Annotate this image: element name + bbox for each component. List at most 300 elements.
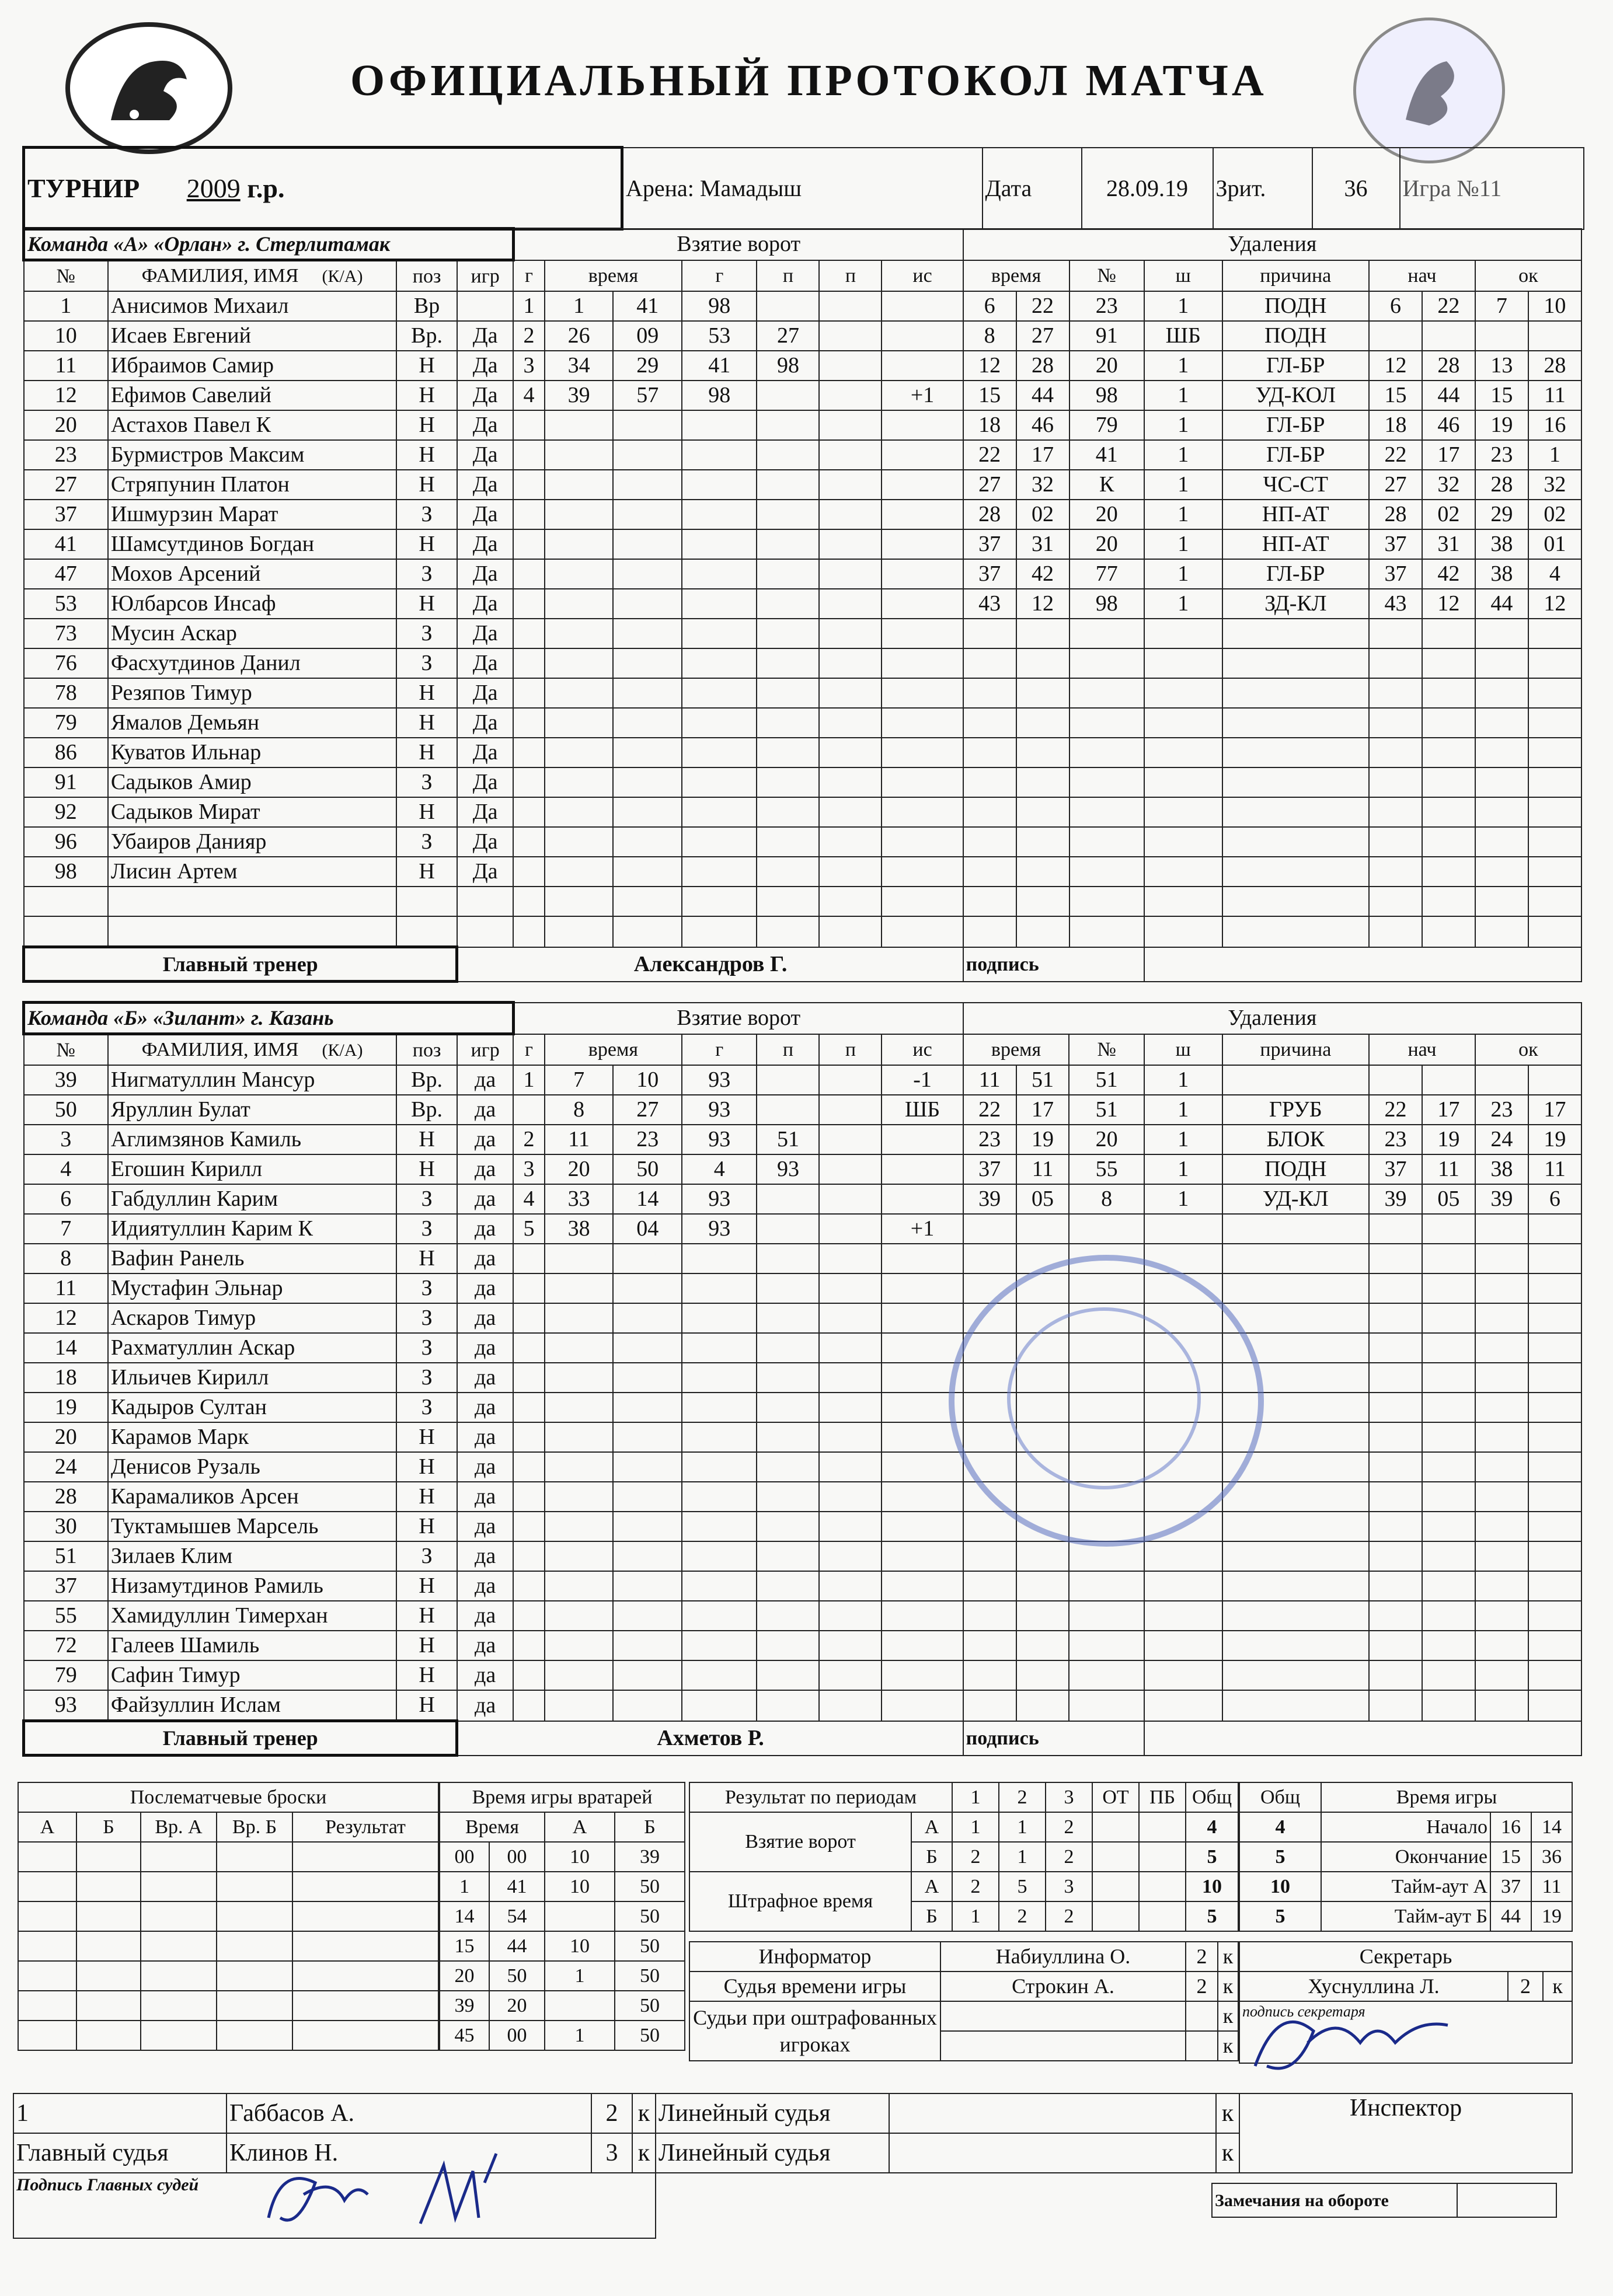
penalty-min	[963, 797, 1016, 827]
goal-min	[545, 410, 614, 440]
player-position: З	[396, 1273, 457, 1303]
player-name: Зилаев Клим	[108, 1541, 396, 1571]
player-name: Садыков Амир	[108, 767, 396, 797]
penalty-min: 27	[963, 470, 1016, 500]
period-value: 2	[999, 1901, 1046, 1931]
header-time: время	[545, 1034, 682, 1066]
goal-scorer	[682, 619, 757, 648]
penalty-min: 8	[963, 321, 1016, 351]
goal-assist-1	[757, 1631, 819, 1660]
penalty-end-sec	[1528, 708, 1581, 738]
player-name: Ишмурзин Марат	[108, 500, 396, 529]
player-played: да	[457, 1512, 513, 1541]
shootout-cell	[141, 1842, 217, 1872]
penalty-end-sec: 16	[1528, 410, 1581, 440]
goal-sec	[613, 1363, 682, 1393]
player-number: 30	[24, 1512, 108, 1541]
goal-assist-1: 51	[757, 1125, 819, 1154]
goal-sec	[613, 440, 682, 470]
goalie-time-table	[439, 1782, 685, 2051]
period-value	[1139, 1842, 1186, 1872]
goal-number	[513, 1244, 544, 1273]
goal-assist-1	[757, 648, 819, 678]
goal-number	[513, 559, 544, 589]
penalty-minutes	[1144, 1541, 1222, 1571]
goal-situation	[882, 1303, 963, 1333]
penalty-start-min	[1369, 1512, 1422, 1541]
player-row	[24, 1690, 1582, 1721]
player-row	[24, 1393, 1582, 1422]
penalty-end-sec	[1528, 887, 1581, 916]
goal-scorer	[682, 1601, 757, 1631]
goal-number	[513, 440, 544, 470]
coach-name: Александров Г.	[457, 947, 963, 982]
goal-sec: 14	[613, 1184, 682, 1214]
goal-min	[545, 797, 614, 827]
penalty-player	[1069, 1571, 1144, 1601]
player-position: Н	[396, 1125, 457, 1154]
chief-referee-label: Главный судья	[13, 2133, 227, 2173]
player-name: Астахов Павел К	[108, 410, 396, 440]
player-position: Н	[396, 708, 457, 738]
goal-min	[545, 1631, 614, 1660]
goal-situation	[882, 887, 963, 916]
player-played: Да	[457, 351, 513, 381]
penalty-end-sec	[1528, 1214, 1581, 1244]
header-pos: поз	[396, 1034, 457, 1066]
goal-assist-2	[819, 1244, 882, 1273]
penalty-start-min	[1369, 797, 1422, 827]
goal-min	[545, 470, 614, 500]
player-number: 14	[24, 1333, 108, 1363]
goal-assist-1	[757, 708, 819, 738]
player-position: Н	[396, 381, 457, 410]
penalty-end-min	[1475, 1601, 1528, 1631]
header-p2: п	[819, 260, 882, 292]
player-name: Юлбарсов Инсаф	[108, 589, 396, 619]
player-played: да	[457, 1363, 513, 1393]
player-position: Н	[396, 410, 457, 440]
penalty-start-min: 15	[1369, 381, 1422, 410]
goal-min	[545, 1452, 614, 1482]
penalty-min	[963, 857, 1016, 887]
goal-sec	[613, 589, 682, 619]
goal-scorer	[682, 1333, 757, 1363]
goal-situation: -1	[882, 1065, 963, 1095]
penalty-end-min	[1475, 916, 1528, 947]
goal-assist-1	[757, 1363, 819, 1393]
goal-assist-1	[757, 1571, 819, 1601]
player-row	[24, 1154, 1582, 1184]
penalty-end-min: 38	[1475, 529, 1528, 559]
penalty-minutes: 1	[1144, 529, 1222, 559]
shootout-cell	[141, 1961, 217, 1991]
goal-scorer: 93	[682, 1065, 757, 1095]
player-position: З	[396, 559, 457, 589]
player-row	[24, 1601, 1582, 1631]
goal-situation	[882, 1154, 963, 1184]
linesmen-table	[655, 2093, 1573, 2173]
penalty-start-min	[1369, 887, 1422, 916]
player-number: 50	[24, 1095, 108, 1125]
goal-situation	[882, 1541, 963, 1571]
goal-sec: 29	[613, 351, 682, 381]
penalty-end-min: 19	[1475, 410, 1528, 440]
referee-1-number: 1	[13, 2093, 227, 2133]
goal-min	[545, 500, 614, 529]
penalty-start-sec	[1422, 648, 1475, 678]
goal-situation	[882, 648, 963, 678]
header-g: г	[513, 1034, 544, 1066]
penalty-end-min	[1475, 708, 1528, 738]
penalty-start-sec	[1422, 797, 1475, 827]
penalty-sec	[1016, 827, 1069, 857]
penalty-start-min: 37	[1369, 559, 1422, 589]
goalie-sec: 44	[489, 1931, 545, 1961]
pim-label: Штрафное время	[689, 1872, 911, 1931]
goal-number: 4	[513, 1184, 544, 1214]
goal-assist-2	[819, 1214, 882, 1244]
penalty-reason	[1222, 797, 1369, 827]
player-name: Убаиров Данияр	[108, 827, 396, 857]
penalty-min: 18	[963, 410, 1016, 440]
goal-situation	[882, 1125, 963, 1154]
penalty-sec: 42	[1016, 559, 1069, 589]
goalie-sec: 54	[489, 1901, 545, 1931]
goal-assist-2	[819, 887, 882, 916]
penalty-minutes	[1144, 1601, 1222, 1631]
goal-scorer	[682, 916, 757, 947]
player-played: Да	[457, 738, 513, 767]
goal-scorer	[682, 500, 757, 529]
player-position: Н	[396, 1571, 457, 1601]
goal-number	[513, 1303, 544, 1333]
penalty-player	[1069, 1660, 1144, 1690]
penalty-start-sec	[1422, 1541, 1475, 1571]
period-team-letter: А	[911, 1872, 952, 1901]
penalty-minutes: 1	[1144, 470, 1222, 500]
penalty-reason	[1222, 916, 1369, 947]
goalie-a	[545, 1991, 615, 2021]
coach-label: Главный тренер	[24, 1721, 457, 1756]
goal-scorer	[682, 1631, 757, 1660]
goal-number	[513, 678, 544, 708]
player-number: 55	[24, 1601, 108, 1631]
penalty-reason	[1222, 738, 1369, 767]
penalty-min	[963, 1631, 1016, 1660]
penalty-start-sec	[1422, 1422, 1475, 1452]
header-table	[22, 146, 1584, 231]
goal-assist-2	[819, 857, 882, 887]
penalty-end-min	[1475, 1482, 1528, 1512]
goal-assist-2	[819, 1363, 882, 1393]
penalty-min	[963, 1512, 1016, 1541]
penalty-end-min	[1475, 1660, 1528, 1690]
goal-number	[513, 1452, 544, 1482]
player-played: да	[457, 1660, 513, 1690]
penalty-reason	[1222, 1244, 1369, 1273]
player-row	[24, 351, 1582, 381]
goal-assist-2	[819, 440, 882, 470]
penalty-end-min: 28	[1475, 470, 1528, 500]
goal-situation	[882, 1333, 963, 1363]
game-time-min: 14	[1531, 1812, 1572, 1842]
goal-assist-1	[757, 857, 819, 887]
penalty-end-sec	[1528, 1303, 1581, 1333]
goal-assist-1	[757, 1214, 819, 1244]
player-row	[24, 381, 1582, 410]
player-row	[24, 1363, 1582, 1393]
shootout-cell	[217, 1931, 292, 1961]
penalty-start-min: 37	[1369, 529, 1422, 559]
player-position: З	[396, 500, 457, 529]
penalty-end-sec	[1528, 1452, 1581, 1482]
goal-min: 39	[545, 381, 614, 410]
goal-number: 2	[513, 1125, 544, 1154]
goal-sec	[613, 767, 682, 797]
player-number	[24, 887, 108, 916]
penalty-end-min	[1475, 619, 1528, 648]
goal-assist-1	[757, 1273, 819, 1303]
goal-assist-2	[819, 1393, 882, 1422]
penalty-start-sec: 44	[1422, 381, 1475, 410]
penalty-start-min	[1369, 708, 1422, 738]
total-value: 5	[1239, 1842, 1321, 1872]
penalty-start-min: 43	[1369, 589, 1422, 619]
penalty-end-min: 23	[1475, 440, 1528, 470]
goal-scorer	[682, 1541, 757, 1571]
player-number: 91	[24, 767, 108, 797]
player-number: 73	[24, 619, 108, 648]
goal-number	[513, 619, 544, 648]
penalty-min: 39	[963, 1184, 1016, 1214]
player-number: 51	[24, 1541, 108, 1571]
goal-assist-2	[819, 351, 882, 381]
penalty-minutes: 1	[1144, 1154, 1222, 1184]
goal-scorer	[682, 1690, 757, 1721]
penalty-end-sec: 10	[1528, 291, 1581, 321]
penalty-reason: ЗД-КЛ	[1222, 589, 1369, 619]
penalty-reason	[1222, 708, 1369, 738]
goal-situation	[882, 1690, 963, 1721]
header-pen-num: №	[1069, 1034, 1144, 1066]
player-played: Да	[457, 619, 513, 648]
goal-min: 33	[545, 1184, 614, 1214]
period-value: 3	[1046, 1872, 1092, 1901]
goal-number: 3	[513, 351, 544, 381]
penalty-end-sec: 32	[1528, 470, 1581, 500]
remarks-table	[1211, 2183, 1557, 2218]
penalty-player: 77	[1069, 559, 1144, 589]
goal-assist-2	[819, 381, 882, 410]
goal-scorer	[682, 1303, 757, 1333]
period-value	[1092, 1872, 1139, 1901]
penalty-end-min: 39	[1475, 1184, 1528, 1214]
goal-assist-1	[757, 916, 819, 947]
period-team-letter: А	[911, 1812, 952, 1842]
goal-number	[513, 1631, 544, 1660]
penalty-end-min	[1475, 1690, 1528, 1721]
goal-assist-1	[757, 1393, 819, 1422]
goalie-a: 10	[545, 1842, 615, 1872]
player-position: З	[396, 1363, 457, 1393]
inspector-label: Инспектор	[1239, 2093, 1572, 2173]
goal-situation	[882, 1184, 963, 1214]
penalty-sec	[1016, 797, 1069, 827]
penalty-end-sec	[1528, 1690, 1581, 1721]
penalty-reason: ГЛ-БР	[1222, 351, 1369, 381]
goal-assist-2	[819, 1422, 882, 1452]
player-number: 72	[24, 1631, 108, 1660]
penalty-start-sec	[1422, 857, 1475, 887]
penalty-end-sec	[1528, 857, 1581, 887]
goal-sec	[613, 916, 682, 947]
team-title: Команда «А» «Орлан» г. Стерлитамак	[24, 229, 514, 260]
header-end: ок	[1475, 1034, 1581, 1066]
player-position: Н	[396, 351, 457, 381]
goal-assist-1	[757, 887, 819, 916]
goal-sec	[613, 1244, 682, 1273]
goal-situation: +1	[882, 1214, 963, 1244]
player-position: З	[396, 648, 457, 678]
player-number: 11	[24, 351, 108, 381]
player-position: Н	[396, 1631, 457, 1660]
goal-situation	[882, 500, 963, 529]
goalie-sec: 50	[489, 1961, 545, 1991]
goal-assist-2	[819, 291, 882, 321]
referees-signature-label: Подпись Главных судей	[16, 2175, 199, 2194]
goal-number	[513, 767, 544, 797]
penalties-header: Удаления	[963, 229, 1581, 260]
coach-label: Главный тренер	[24, 947, 457, 982]
game-time-hour: 37	[1490, 1872, 1531, 1901]
penalty-end-min	[1475, 1571, 1528, 1601]
penalty-reason	[1222, 1690, 1369, 1721]
player-played: да	[457, 1125, 513, 1154]
shootout-col-header: А	[18, 1812, 76, 1842]
player-number: 3	[24, 1125, 108, 1154]
goal-min	[545, 648, 614, 678]
player-played	[457, 887, 513, 916]
penalty-sec: 17	[1016, 440, 1069, 470]
player-played: да	[457, 1452, 513, 1482]
penalty-min	[963, 738, 1016, 767]
player-played: да	[457, 1154, 513, 1184]
goal-sec	[613, 470, 682, 500]
shootout-cell	[18, 1842, 76, 1872]
goal-assist-2	[819, 738, 882, 767]
goalie-a: 10	[545, 1872, 615, 1901]
penalty-end-sec	[1528, 648, 1581, 678]
goalie-min: 00	[440, 1842, 489, 1872]
penalty-end-sec	[1528, 916, 1581, 947]
total-value: 10	[1239, 1872, 1321, 1901]
penalty-reason	[1222, 1214, 1369, 1244]
penalty-min	[963, 648, 1016, 678]
coach-signature	[1144, 947, 1581, 982]
penalty-player	[1069, 708, 1144, 738]
goalie-time-row	[440, 1991, 685, 2021]
player-name: Мустафин Эльнар	[108, 1273, 396, 1303]
penalty-min	[963, 678, 1016, 708]
player-name: Исаев Евгений	[108, 321, 396, 351]
goal-min: 8	[545, 1095, 614, 1125]
goal-number	[513, 529, 544, 559]
goal-assist-2	[819, 1125, 882, 1154]
penalty-start-sec: 31	[1422, 529, 1475, 559]
player-row	[24, 857, 1582, 887]
player-number: 20	[24, 410, 108, 440]
goal-number	[513, 648, 544, 678]
goal-assist-2	[819, 827, 882, 857]
header-p: п	[757, 260, 819, 292]
player-row	[24, 1422, 1582, 1452]
penalty-reason	[1222, 1065, 1369, 1095]
penalty-start-min	[1369, 857, 1422, 887]
game-time-min: 11	[1531, 1872, 1572, 1901]
player-name: Аскаров Тимур	[108, 1303, 396, 1333]
goal-scorer	[682, 440, 757, 470]
goal-assist-2	[819, 797, 882, 827]
goals-label: Взятие ворот	[689, 1812, 911, 1872]
total-value: 4	[1239, 1812, 1321, 1842]
period-team-letter: Б	[911, 1842, 952, 1872]
penalty-minutes	[1144, 678, 1222, 708]
penalty-end-min	[1475, 1363, 1528, 1393]
goal-assist-1	[757, 1601, 819, 1631]
goal-assist-1	[757, 1541, 819, 1571]
player-position: Н	[396, 440, 457, 470]
player-played: да	[457, 1601, 513, 1631]
goalie-time-row	[440, 1961, 685, 1991]
goal-situation: ШБ	[882, 1095, 963, 1125]
secretary-signature	[1243, 1996, 1465, 2089]
period-value: 1	[999, 1842, 1046, 1872]
penalty-start-sec: 11	[1422, 1154, 1475, 1184]
player-name: Бурмистров Максим	[108, 440, 396, 470]
shootout-cell	[18, 1931, 76, 1961]
player-row	[24, 1482, 1582, 1512]
penalty-player	[1069, 1631, 1144, 1660]
penalty-start-sec	[1422, 1690, 1475, 1721]
penalty-start-sec	[1422, 1244, 1475, 1273]
penalty-minutes: 1	[1144, 500, 1222, 529]
shootout-col-header: Б	[76, 1812, 141, 1842]
goal-sec	[613, 738, 682, 767]
player-number: 27	[24, 470, 108, 500]
header-name	[108, 1034, 396, 1066]
goal-number	[513, 887, 544, 916]
goal-situation	[882, 767, 963, 797]
period-value: 5	[999, 1872, 1046, 1901]
total-header: Общ	[1239, 1782, 1321, 1812]
game-time-hour: 44	[1490, 1901, 1531, 1931]
player-played: да	[457, 1690, 513, 1721]
player-name: Габдуллин Карим	[108, 1184, 396, 1214]
penalty-player: 20	[1069, 500, 1144, 529]
penalty-minutes	[1144, 738, 1222, 767]
team-title-row	[24, 229, 1582, 260]
goal-situation	[882, 470, 963, 500]
birth-year-suffix: г.р.	[247, 173, 285, 203]
penalty-min	[963, 1571, 1016, 1601]
penalty-sec: 11	[1016, 1154, 1069, 1184]
penalty-reason	[1222, 887, 1369, 916]
player-row	[24, 619, 1582, 648]
goal-situation	[882, 529, 963, 559]
penalty-start-sec: 17	[1422, 1095, 1475, 1125]
player-number: 92	[24, 797, 108, 827]
